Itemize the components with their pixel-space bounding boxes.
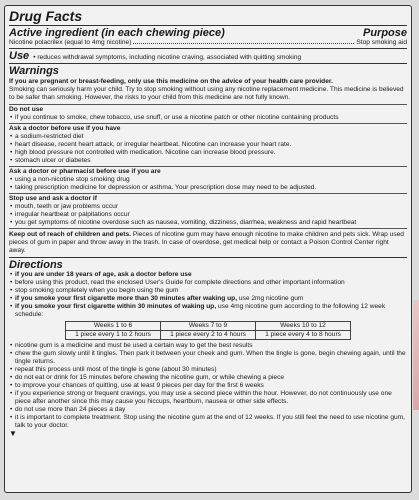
list-item: • do not eat or drink for 15 minutes before chewing the nicotine gum, or while chewing a piece bbox=[15, 374, 407, 382]
active-ingredient-row bbox=[9, 39, 407, 47]
list-item: • taking prescription medicine for depression or asthma. Your prescription dose may need to be adjusted. bbox=[15, 184, 407, 192]
list-item: • if you continue to smoke, chew tobacco, use snuff, or use a nicotine patch or other nicotine containing products bbox=[15, 114, 407, 122]
pregnancy-warning bbox=[9, 77, 407, 103]
purpose-heading: Purpose bbox=[362, 27, 407, 39]
list-item: • a sodium-restricted diet bbox=[15, 133, 407, 141]
use-text: • reduces withdrawal symptoms, including nicotine craving, associated with quitting smoking bbox=[33, 54, 302, 61]
arrow-continued-icon: ▼ bbox=[9, 429, 17, 438]
list-item: • high blood pressure not controlled with medication. Nicotine can increase blood pressure. bbox=[15, 149, 407, 157]
stop-use-list bbox=[9, 203, 407, 227]
keep-out-of-reach-text: Pieces of nicotine gum may have enough nicotine to make children and pets sick. Wrap used pieces of gum in paper and throw away in the trash. In case of overdose, get medical help or contact a Poison Control Center right away. bbox=[9, 231, 404, 254]
list-item: • if you smoke your first cigarette within 30 minutes of waking up, use 4mg nicotine gum according to the following 12 week schedule: bbox=[15, 303, 407, 319]
do-not-use-heading: Do not use bbox=[9, 106, 44, 113]
use-heading: Use bbox=[9, 50, 30, 62]
list-item: • stomach ulcer or diabetes bbox=[15, 157, 407, 165]
active-ingredient-header bbox=[9, 27, 407, 39]
table-row bbox=[66, 322, 351, 331]
ask-doctor-list bbox=[9, 133, 407, 165]
list-item: • if you are under 18 years of age, ask a doctor before use bbox=[15, 271, 407, 279]
schedule-header: Weeks 1 to 6 bbox=[66, 322, 161, 331]
do-not-use-list bbox=[9, 114, 407, 122]
use-row bbox=[9, 50, 407, 62]
list-item: • before using this product, read the enclosed User's Guide for complete directions and other important information bbox=[15, 279, 407, 287]
drug-facts-panel bbox=[4, 5, 412, 493]
list-item: • you get symptoms of nicotine overdose such as nausea, vomiting, dizziness, diarrhea, weakness and rapid heartbeat bbox=[15, 219, 407, 227]
schedule-cell: 1 piece every 1 to 2 hours bbox=[66, 331, 161, 340]
list-item: • chew the gum slowly until it tingles. Then park it between your cheek and gum. When the tingle is gone, begin chewing again, until the tingle returns. bbox=[15, 350, 407, 366]
ask-pharmacist-heading: Ask a doctor or pharmacist before use if you are bbox=[9, 168, 161, 175]
ask-doctor-heading: Ask a doctor before use if you have bbox=[9, 125, 121, 132]
active-ingredient-heading: Active ingredient (in each chewing piece) bbox=[9, 27, 225, 39]
list-item: • nicotine gum is a medicine and must be used a certain way to get the best results bbox=[15, 342, 407, 350]
list-item: • using a non-nicotine stop smoking drug bbox=[15, 176, 407, 184]
list-item: • do not use more than 24 pieces a day bbox=[15, 406, 407, 414]
list-item: • mouth, teeth or jaw problems occur bbox=[15, 203, 407, 211]
schedule-header: Weeks 10 to 12 bbox=[256, 322, 351, 331]
pregnancy-warning-text: Smoking can seriously harm your child. Try to stop smoking without using any nicotine replacement medicine. This medicine is believed to be safer than smoking. However, the risks to your child from this medicine are not fully known. bbox=[9, 86, 404, 101]
directions-list-a bbox=[9, 271, 407, 319]
schedule-cell: 1 piece every 4 to 8 hours bbox=[256, 331, 351, 340]
warnings-heading: Warnings bbox=[9, 65, 59, 77]
list-item: • stop smoking completely when you begin using the gum bbox=[15, 287, 407, 295]
ask-pharmacist-list bbox=[9, 176, 407, 192]
schedule-cell: 1 piece every 2 to 4 hours bbox=[161, 331, 256, 340]
list-item: • if you experience strong or frequent cravings, you may use a second piece within the hour. However, do not continuously use one piece after another since this may cause you hiccups, heartburn, nausea or other side effects. bbox=[15, 390, 407, 406]
list-item: • it is important to complete treatment. Stop using the nicotine gum at the end of 12 weeks. If you still feel the need to use nicotine gum, talk to your doctor. bbox=[15, 414, 407, 430]
list-item: • to improve your chances of quitting, use at least 9 pieces per day for the first 6 weeks bbox=[15, 382, 407, 390]
directions-heading: Directions bbox=[9, 259, 63, 271]
stop-use-heading: Stop use and ask a doctor if bbox=[9, 195, 97, 202]
pregnancy-warning-bold: If you are pregnant or breast-feeding, only use this medicine on the advice of your health care provider. bbox=[9, 78, 333, 85]
purpose-text: Stop smoking aid bbox=[356, 39, 407, 46]
keep-out-of-reach bbox=[9, 230, 407, 256]
schedule-header: Weeks 7 to 9 bbox=[161, 322, 256, 331]
keep-out-of-reach-bold: Keep out of reach of children and pets. bbox=[9, 231, 132, 238]
list-item: • irregular heartbeat or palpitations occur bbox=[15, 211, 407, 219]
list-item: • if you smoke your first cigarette more than 30 minutes after waking up, use 2mg nicotine gum bbox=[15, 295, 407, 303]
list-item: • heart disease, recent heart attack, or irregular heartbeat. Nicotine can increase your heart rate. bbox=[15, 141, 407, 149]
ingredient-text: Nicotine polacrilex (equal to 4mg nicotine) bbox=[9, 39, 132, 46]
side-tab-decoration bbox=[413, 300, 419, 410]
directions-list-b bbox=[9, 342, 407, 430]
table-row bbox=[66, 331, 351, 340]
drug-facts-title: Drug Facts bbox=[9, 8, 83, 24]
schedule-table bbox=[65, 321, 351, 340]
list-item: • repeat this process until most of the tingle is gone (about 30 minutes) bbox=[15, 366, 407, 374]
